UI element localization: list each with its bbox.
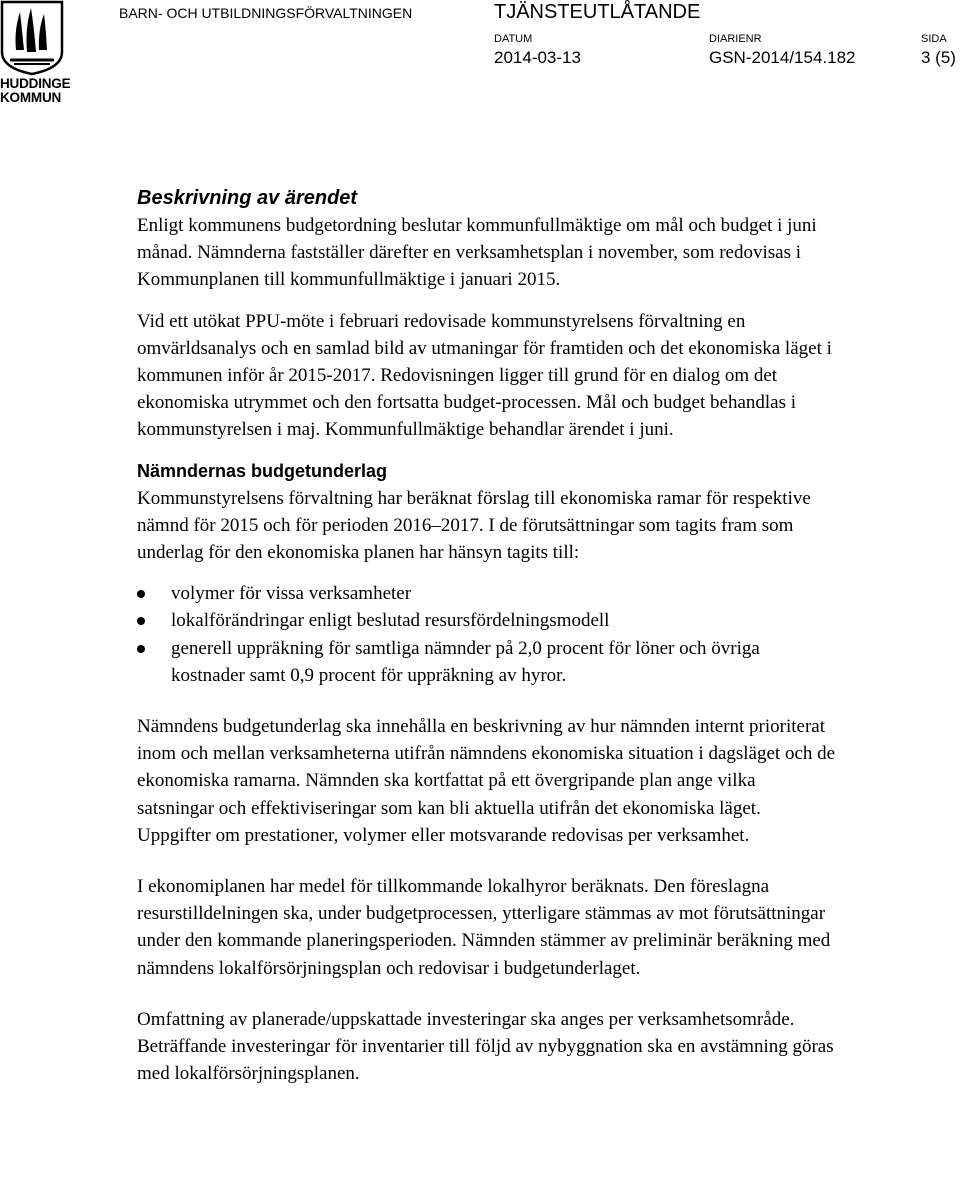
list-item-text: generell uppräkning för samtliga nämnder på 2,0 procent för löner och övriga kostnader samt 0,9 procent för uppräkning av hyror. <box>171 637 760 686</box>
list-item <box>137 635 837 689</box>
logo-text <box>0 77 72 105</box>
reference-label: DIARIENR <box>709 33 762 45</box>
assumptions-list <box>137 580 837 689</box>
bullet-icon <box>137 617 145 625</box>
reference-value: GSN-2014/154.182 <box>709 48 856 67</box>
date-label: DATUM <box>494 33 533 45</box>
page-number: 3 (5) <box>921 48 956 67</box>
logo-text-line2: KOMMUN <box>0 90 62 105</box>
section-heading: Beskrivning av ärendet <box>137 187 358 209</box>
paragraph-framework: Kommunstyrelsens förvaltning har beräknat förslag till ekonomiska ramar för respektive nämnd för 2015 och för perioden 2016‒2017. I de förutsättningar som tagits fram som underlag för den ekonomiska planen har hänsyn tagits till: <box>137 487 811 564</box>
bullet-icon <box>137 590 145 598</box>
list-item-text: lokalförändringar enligt beslutad resursfördelningsmodell <box>171 610 610 632</box>
list-item <box>137 580 837 607</box>
date-value: 2014-03-13 <box>494 48 581 67</box>
document-body <box>137 185 837 1087</box>
crest-icon <box>0 0 64 76</box>
list-item <box>137 607 837 634</box>
organization-name: BARN- OCH UTBILDNINGSFÖRVALTNINGEN <box>119 5 413 21</box>
paragraph-ppu-meeting: Vid ett utökat PPU-möte i februari redovisade kommunstyrelsens förvaltning en omvärldsanalys och en samlad bild av utmaningar för framtiden och det ekonomiska läget i kommunen inför år 2015-2017. Redovisningen ligger till grund för en dialog om det ekonomiska utrymmet och den fortsatta budget-processen. Mål och budget behandlas i kommunstyrelsen i maj. Kommunfullmäktige behandlar ärendet i juni. <box>137 310 832 441</box>
list-item-text: volymer för vissa verksamheter <box>171 583 412 605</box>
subheading-budget-basis: Nämndernas budgetunderlag <box>137 460 388 481</box>
bullet-icon <box>137 645 145 653</box>
municipality-logo <box>0 0 71 106</box>
logo-text-line1: HUDDINGE <box>0 76 71 91</box>
paragraph-rent: I ekonomiplanen har medel för tillkommande lokalhyror beräknats. Den föreslagna resurstilldelningen ska, under budgetprocessen, ytterligare stämmas av mot förutsättningar under den kommande planeringsperioden. Nämnden stämmer av preliminär beräkning med nämndens lokalförsörjningsplan och redovisar i budgetunderlaget. <box>137 876 831 979</box>
document-type: TJÄNSTEUTLÅTANDE <box>494 1 701 23</box>
page-label: SIDA <box>921 33 947 45</box>
paragraph-investments: Omfattning av planerade/uppskattade investeringar ska anges per verksamhetsområde. Beträffande investeringar för inventarier till följd av nybyggnation ska en avstämning göras med lokalförsörjningsplanen. <box>137 1008 834 1085</box>
paragraph-background: Enligt kommunens budgetordning beslutar kommunfullmäktige om mål och budget i juni månad. Nämnderna fastställer därefter en verksamhetsplan i november, som redovisas i Kommunplanen till kommunfullmäktige i januari 2015. <box>137 215 817 291</box>
paragraph-budget-content: Nämndens budgetunderlag ska innehålla en beskrivning av hur nämnden internt prioriterat inom och mellan verksamheterna utifrån nämndens ekonomiska situation i dagsläget och de ekonomiska ramarna. Nämnden ska kortfattat på ett övergripande plan ange vilka satsningar och effektiviseringar som kan bli aktuella utifrån det ekonomiska läget. Uppgifter om prestationer, volymer eller motsvarande redovisas per verksamhet. <box>137 716 836 846</box>
